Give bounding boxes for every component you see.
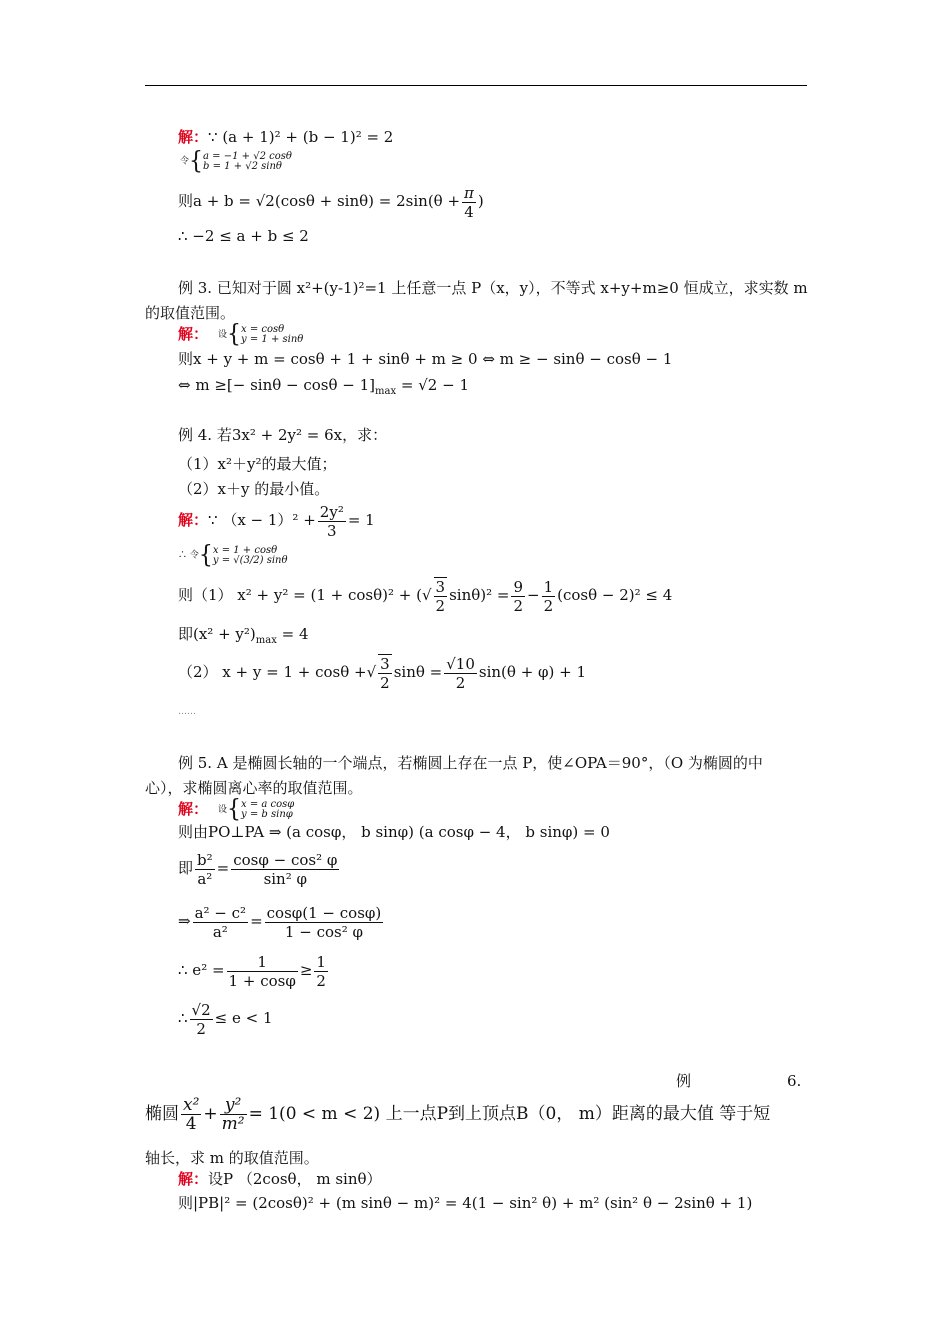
ex5-solution-line3: ⇒ $\frac{\text{a² − c²}}{\text{a²}}$ = $\frac{\cos\varphi(1 - \cos\varphi)}{\text{1 − cos² φ}}$ xyxy=(178,903,382,941)
brace-icon: { xyxy=(227,795,242,824)
ex6-title-cont: 轴长，求 m 的取值范围。 xyxy=(145,1149,319,1167)
ex4-solution-line1: 解：∵ （x − 1）² + $\frac{\text{2y²}}{3}$ = 1 xyxy=(178,502,375,540)
header-rule xyxy=(145,85,807,86)
ex3-title: 例 3. 已知对于圆 x²+(y-1)²=1 上任意一点 P（x，y），不等式 x+y+m≥0 恒成立，求实数 m xyxy=(178,279,808,297)
ex6-title: 椭圆 $\frac{\text{x²}}{4}$ + $\frac{\text{y²}}{\text{m²}}$ = 1(0 < m < 2) 上一点P到上顶点B（0， m）距离的最大值 等于短 xyxy=(145,1095,771,1134)
ex4-question-1: （1）x²＋y²的最大值； xyxy=(178,455,337,473)
brace-icon: { xyxy=(198,541,213,570)
ex5-solution-line1: 则由PO⊥PA ⇒ (a cosφ， b sinφ) (a cosφ − 4， b sinφ) = 0 xyxy=(178,823,610,841)
ex5-title: 例 5. A 是椭圆长轴的一个端点，若椭圆上存在一点 P，使∠OPA＝90°，（O 为椭圆的中 xyxy=(178,754,763,772)
ex3-title-cont: 的取值范围。 xyxy=(145,304,236,322)
ex3-solution-line2: ⇔ m ≥[− $\sin\theta - \cos\theta - 1]_{max} = √2 - 1$ xyxy=(178,376,469,397)
ex4-solution-line5: （2） x + y = 1 + cosθ +√ $\frac{3}{2}$ sinθ = $\frac{√10}{2}$ sin(θ + φ) + 1 xyxy=(178,654,587,692)
ex4-question-2: （2）x＋y 的最小值。 xyxy=(178,480,330,498)
ex5-solution-line5: ∴ $\frac{√2}{2}$ ≤ e < 1 xyxy=(178,1000,273,1038)
ex4-parametric-system: ∴ 令{ x = 1 + cosθ y = √(3/2) sinθ xyxy=(178,541,288,570)
ex2-solution-line1: 解：∵ (a + 1)² + (b − 1)² = 2 xyxy=(178,128,394,146)
ex6-label-b: 6. xyxy=(787,1072,802,1090)
brace-icon: { xyxy=(227,320,242,349)
solution-label: 解： xyxy=(178,128,209,146)
ex5-title-cont: 心），求椭圆离心率的取值范围。 xyxy=(145,779,363,797)
solution-label: 解： xyxy=(178,800,209,818)
ex4-solution-line4: 即$(x^2 + y^2)_{max} = 4$ xyxy=(178,625,309,646)
ex6-solution-line2: 则|PB|² = (2cosθ)² + (m sinθ − m)² = 4(1 − sin² θ) + m² (sin² θ − 2sinθ + 1) xyxy=(178,1194,753,1212)
solution-label: 解： xyxy=(178,1170,209,1188)
ex4-trailing-mark: …… xyxy=(178,707,196,717)
ex5-solution-line4: ∴ e² = $\frac{1}{1 + \cos\varphi}$ ≥ $\frac{1}{2}$ xyxy=(178,952,326,990)
solution-label: 解： xyxy=(178,325,209,343)
ex5-solution-system: 解： 设{ x = a cosφ y = b sinφ xyxy=(178,795,295,824)
ex4-title: 例 4. 若3x² + 2y² = 6x，求： xyxy=(178,426,388,444)
ex3-solution-line1: 则x + y + m = cosθ + 1 + sinθ + m ≥ 0 ⇔ m ≥ − sinθ − cosθ − 1 xyxy=(178,350,673,368)
ex2-solution-line4: ∴ −2 ≤ a + b ≤ 2 xyxy=(178,227,309,245)
ex2-solution-line3: 则a + b = √2(cosθ + sinθ) = 2sin(θ + $\frac{\pi}{4}$ ) xyxy=(178,183,484,221)
ex5-solution-line2: 即 $\frac{\text{b²}}{\text{a²}}$ = $\frac{\text{cosφ − cos² φ}}{\text{sin² φ}}$ xyxy=(178,850,338,888)
ex3-solution-system: 解： 设{ x = cosθ y = 1 + sinθ xyxy=(178,320,304,349)
ex6-solution-line1: 解：设P （2cosθ， m sinθ） xyxy=(178,1170,382,1188)
ex4-solution-line3: 则（1） x² + y² = (1 + cosθ)² + (√ $\frac{3}{2}$ sinθ)² = $\frac{9}{2}$ − $\frac{1}{2}$ (cosθ − 2)² ≤ 4 xyxy=(178,577,673,615)
ex6-label-a: 例 xyxy=(676,1072,692,1090)
ex2-parametric-system: 令{ a = −1 + √2 cosθ b = 1 + √2 sinθ xyxy=(180,147,292,176)
solution-label: 解： xyxy=(178,511,209,529)
brace-icon: { xyxy=(189,147,204,176)
